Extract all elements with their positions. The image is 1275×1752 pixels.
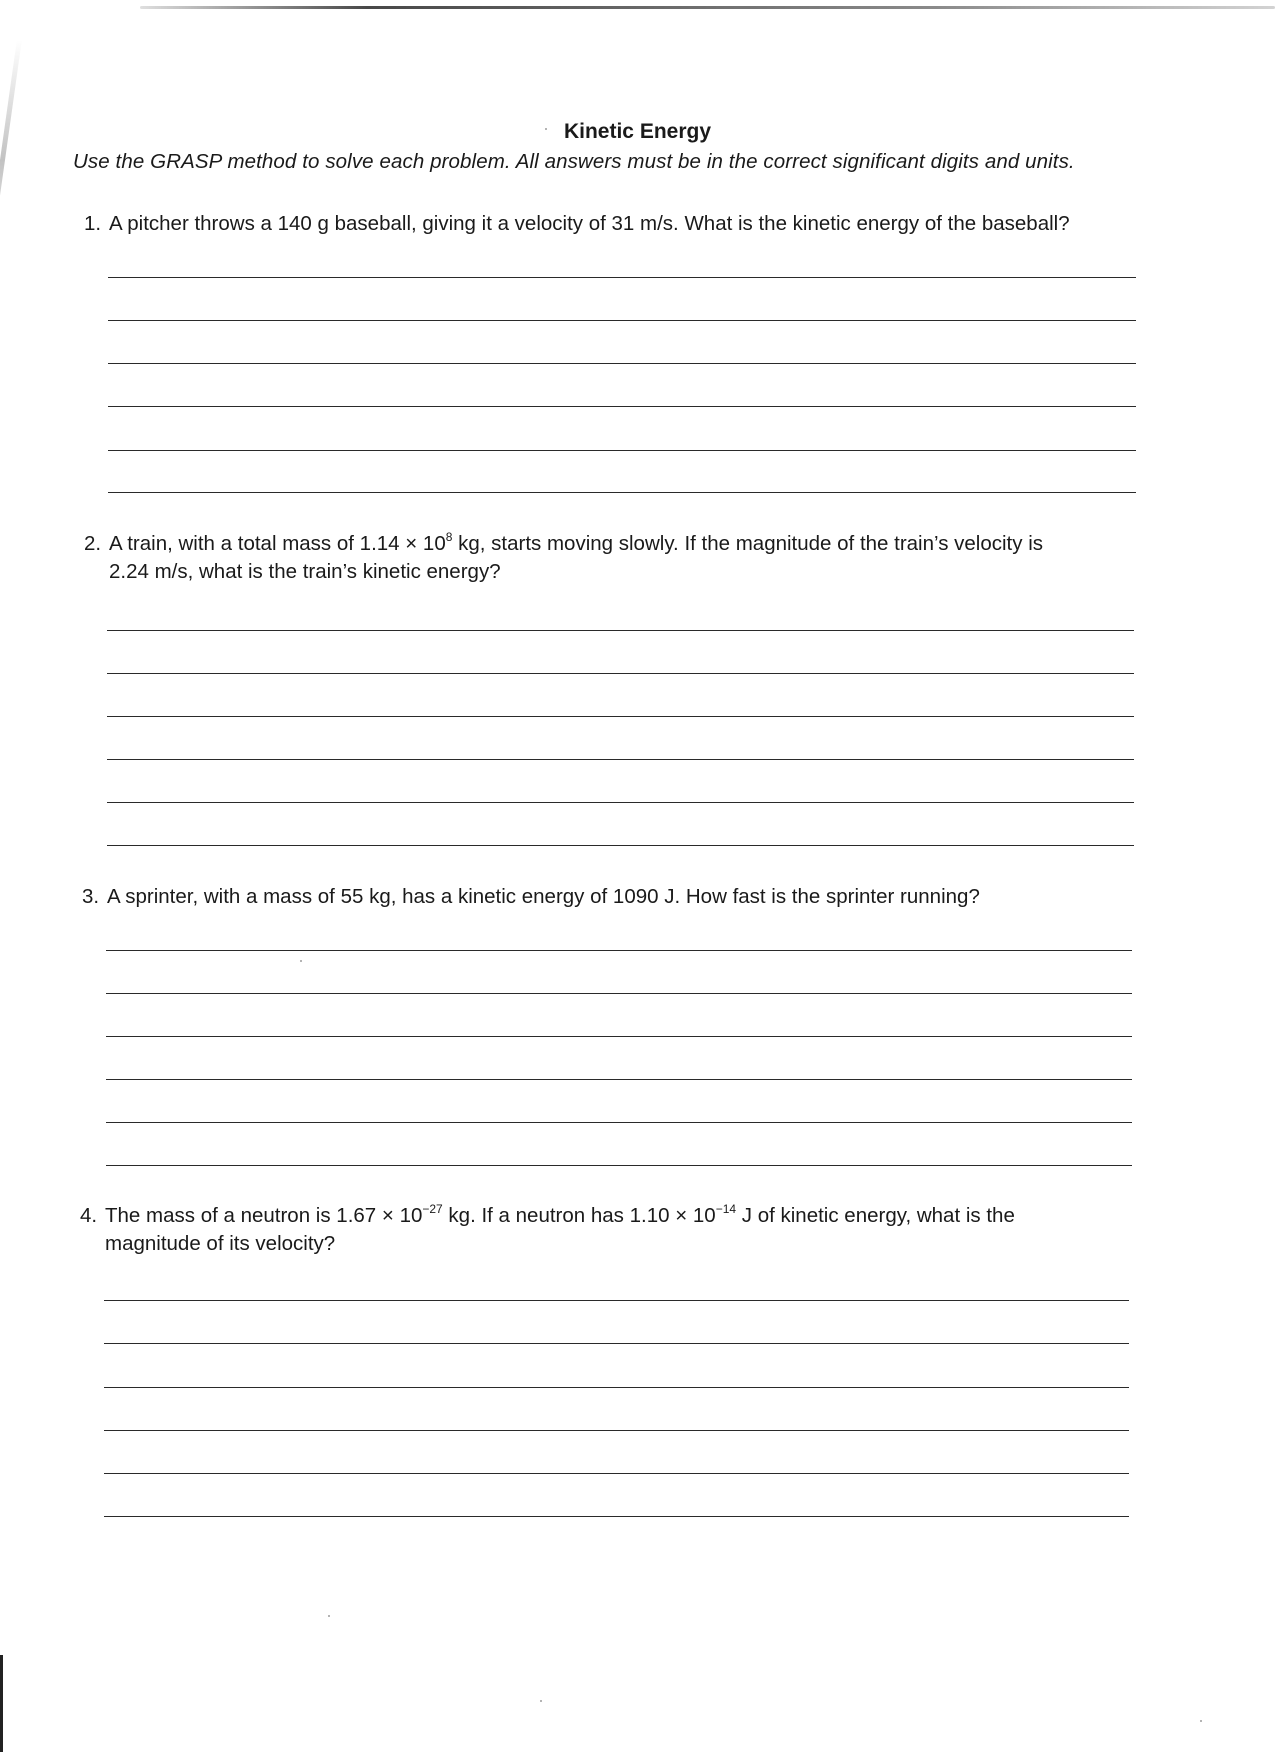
answer-line[interactable] [108, 277, 1136, 278]
answer-line[interactable] [107, 716, 1134, 717]
answer-line[interactable] [108, 363, 1136, 364]
question-text-part: kg. If a neutron has 1.10 × 10 [442, 1204, 716, 1227]
exponent: −27 [422, 1202, 443, 1216]
answer-line[interactable] [107, 802, 1134, 803]
answer-line[interactable] [106, 1122, 1132, 1123]
answer-line[interactable] [107, 630, 1134, 631]
answer-line[interactable] [106, 950, 1132, 951]
question-number: 4. [80, 1204, 98, 1227]
answer-line[interactable] [104, 1516, 1129, 1517]
question-text [109, 530, 1043, 558]
exponent: 8 [445, 530, 453, 544]
scan-speck [1200, 1720, 1202, 1722]
question-text-part: J of kinetic energy, what is the [736, 1204, 1015, 1227]
answer-line[interactable] [104, 1387, 1129, 1388]
answer-line[interactable] [106, 1036, 1132, 1037]
answer-line[interactable] [104, 1343, 1129, 1344]
answer-line[interactable] [108, 320, 1136, 321]
answer-line[interactable] [106, 1079, 1132, 1080]
answer-line[interactable] [104, 1430, 1129, 1431]
answer-line[interactable] [107, 845, 1134, 846]
page-title: Kinetic Energy [563, 120, 712, 143]
answer-line[interactable] [108, 492, 1136, 493]
answer-line[interactable] [108, 406, 1136, 407]
question-number: 3. [82, 885, 100, 908]
question-text: A pitcher throws a 140 g baseball, giving it a velocity of 31 m/s. What is the kinetic energy of the baseball? [109, 212, 1070, 235]
question-text: A sprinter, with a mass of 55 kg, has a kinetic energy of 1090 J. How fast is the sprinter running? [107, 885, 980, 908]
instructions: Use the GRASP method to solve each problem. All answers must be in the correct significant digits and units. [73, 150, 1075, 173]
question-text-part: kg, starts moving slowly. If the magnitude of the train’s velocity is [452, 532, 1043, 555]
question-text-part: The mass of a neutron is 1.67 × 10 [105, 1204, 423, 1227]
question-text-line2: 2.24 m/s, what is the train’s kinetic energy? [109, 560, 501, 583]
scan-speck [540, 1700, 542, 1702]
scan-edge-bottom-left [0, 1655, 3, 1752]
answer-line[interactable] [106, 1165, 1132, 1166]
question-text-line2: magnitude of its velocity? [105, 1232, 336, 1255]
answer-line[interactable] [108, 450, 1136, 451]
answer-line[interactable] [106, 993, 1132, 994]
question-text-part: A train, with a total mass of 1.14 × 10 [109, 532, 446, 555]
answer-line[interactable] [107, 673, 1134, 674]
answer-line[interactable] [104, 1473, 1129, 1474]
question-number: 2. [84, 532, 102, 555]
question-number: 1. [84, 212, 102, 235]
scan-speck [300, 960, 302, 962]
scan-edge-left [0, 40, 22, 280]
scan-edge-top [140, 6, 1275, 9]
question-text [105, 1202, 1015, 1230]
scan-speck [328, 1615, 330, 1617]
answer-line[interactable] [104, 1300, 1129, 1301]
answer-line[interactable] [107, 759, 1134, 760]
exponent: −14 [715, 1202, 737, 1216]
